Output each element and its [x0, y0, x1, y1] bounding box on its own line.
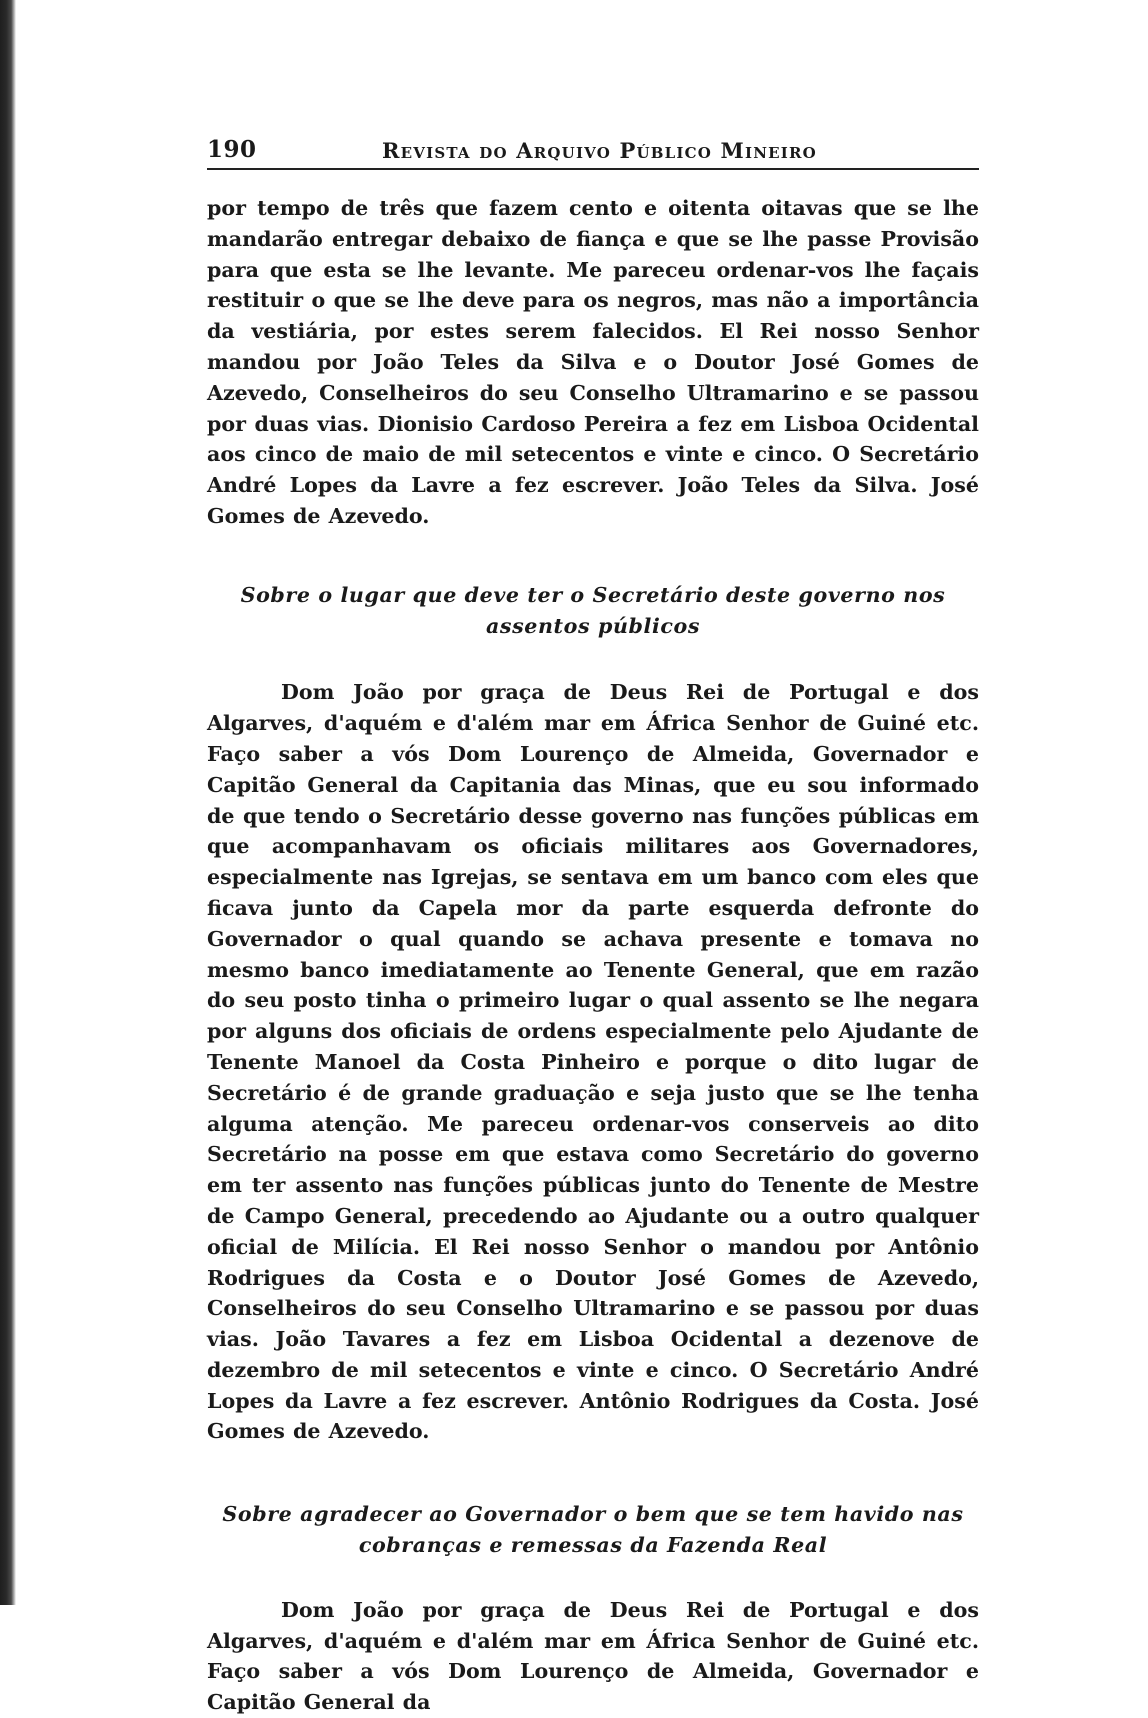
- book-spine-edge: [0, 0, 16, 1605]
- section-heading-thank-governor: Sobre agradecer ao Governador o bem que se tem havido nas cobranças e remessas da Fazenda Real: [222, 1502, 964, 1558]
- running-title: Revista do Arquivo Público Mineiro: [382, 138, 817, 163]
- paragraph-thank-governor: Dom João por graça de Deus Rei de Portugal e dos Algarves, d'aquém e d'além mar em África Senhor de Guiné etc. Faço saber a vós Dom Lourenço de Almeida, Governador e Capitão General da: [207, 1597, 979, 1715]
- page-header: [207, 128, 979, 170]
- paragraph-continuation: por tempo de três que fazem cento e oitenta oitavas que se lhe mandarão entregar debaixo de fiança e que se lhe passe Provisão para que esta se lhe levante. Me pareceu ordenar-vos lhe façais restituir o que se lhe deve para os negros, mas não a importância da vestiária, por estes serem falecidos. El Rei nosso Senhor mandou por João Teles da Silva e o Doutor José Gomes de Azevedo, Conselheiros do seu Conselho Ultramarino e se passou por duas vias. Dionisio Cardoso Pereira a fez em Lisboa Ocidental aos cinco de maio de mil setecentos e vinte e cinco. O Secretário André Lopes da Lavre a fez escrever. João Teles da Silva. José Gomes de Azevedo.: [207, 196, 979, 528]
- paragraph-secretary-seat: Dom João por graça de Deus Rei de Portugal e dos Algarves, d'aquém e d'além mar em África Senhor de Guiné etc. Faço saber a vós Dom Lourenço de Almeida, Governador e Capitão General da Capitania das Minas, que eu sou informado de que tendo o Secretário desse governo nas funções públicas em que acompanhavam os oficiais militares aos Governadores, especialmente nas Igrejas, se sentava em um banco com eles que ficava junto da Capela mor da parte esquerda defronte do Governador o qual quando se achava presente e tomava no mesmo banco imediatamente ao Tenente General, que em razão do seu posto tinha o primeiro lugar o qual assento se lhe negara por alguns dos oficiais de ordens especialmente pelo Ajudante de Tenente Manoel da Costa Pinheiro e porque o dito lugar de Secretário é de grande graduação e seja justo que se lhe tenha alguma atenção. Me pareceu ordenar-vos conserveis ao dito Secretário na posse em que estava como Secretário do governo em ter assento nas funções públicas junto do Tenente de Mestre de Campo General, precedendo ao Ajudante ou a outro qualquer oficial de Milícia. El Rei nosso Senhor o mandou por Antônio Rodrigues da Costa e o Doutor José Gomes de Azevedo, Conselheiros do seu Conselho Ultramarino e se passou por duas vias. João Tavares a fez em Lisboa Ocidental a dezenove de dezembro de mil setecentos e vinte e cinco. O Secretário André Lopes da Lavre a fez escrever. Antônio Rodrigues da Costa. José Gomes de Azevedo.: [207, 680, 979, 1444]
- section-heading-secretary-seat: Sobre o lugar que deve ter o Secretário deste governo nos assentos públicos: [240, 582, 946, 638]
- page-number: 190: [207, 136, 257, 163]
- document-page: [207, 128, 979, 1715]
